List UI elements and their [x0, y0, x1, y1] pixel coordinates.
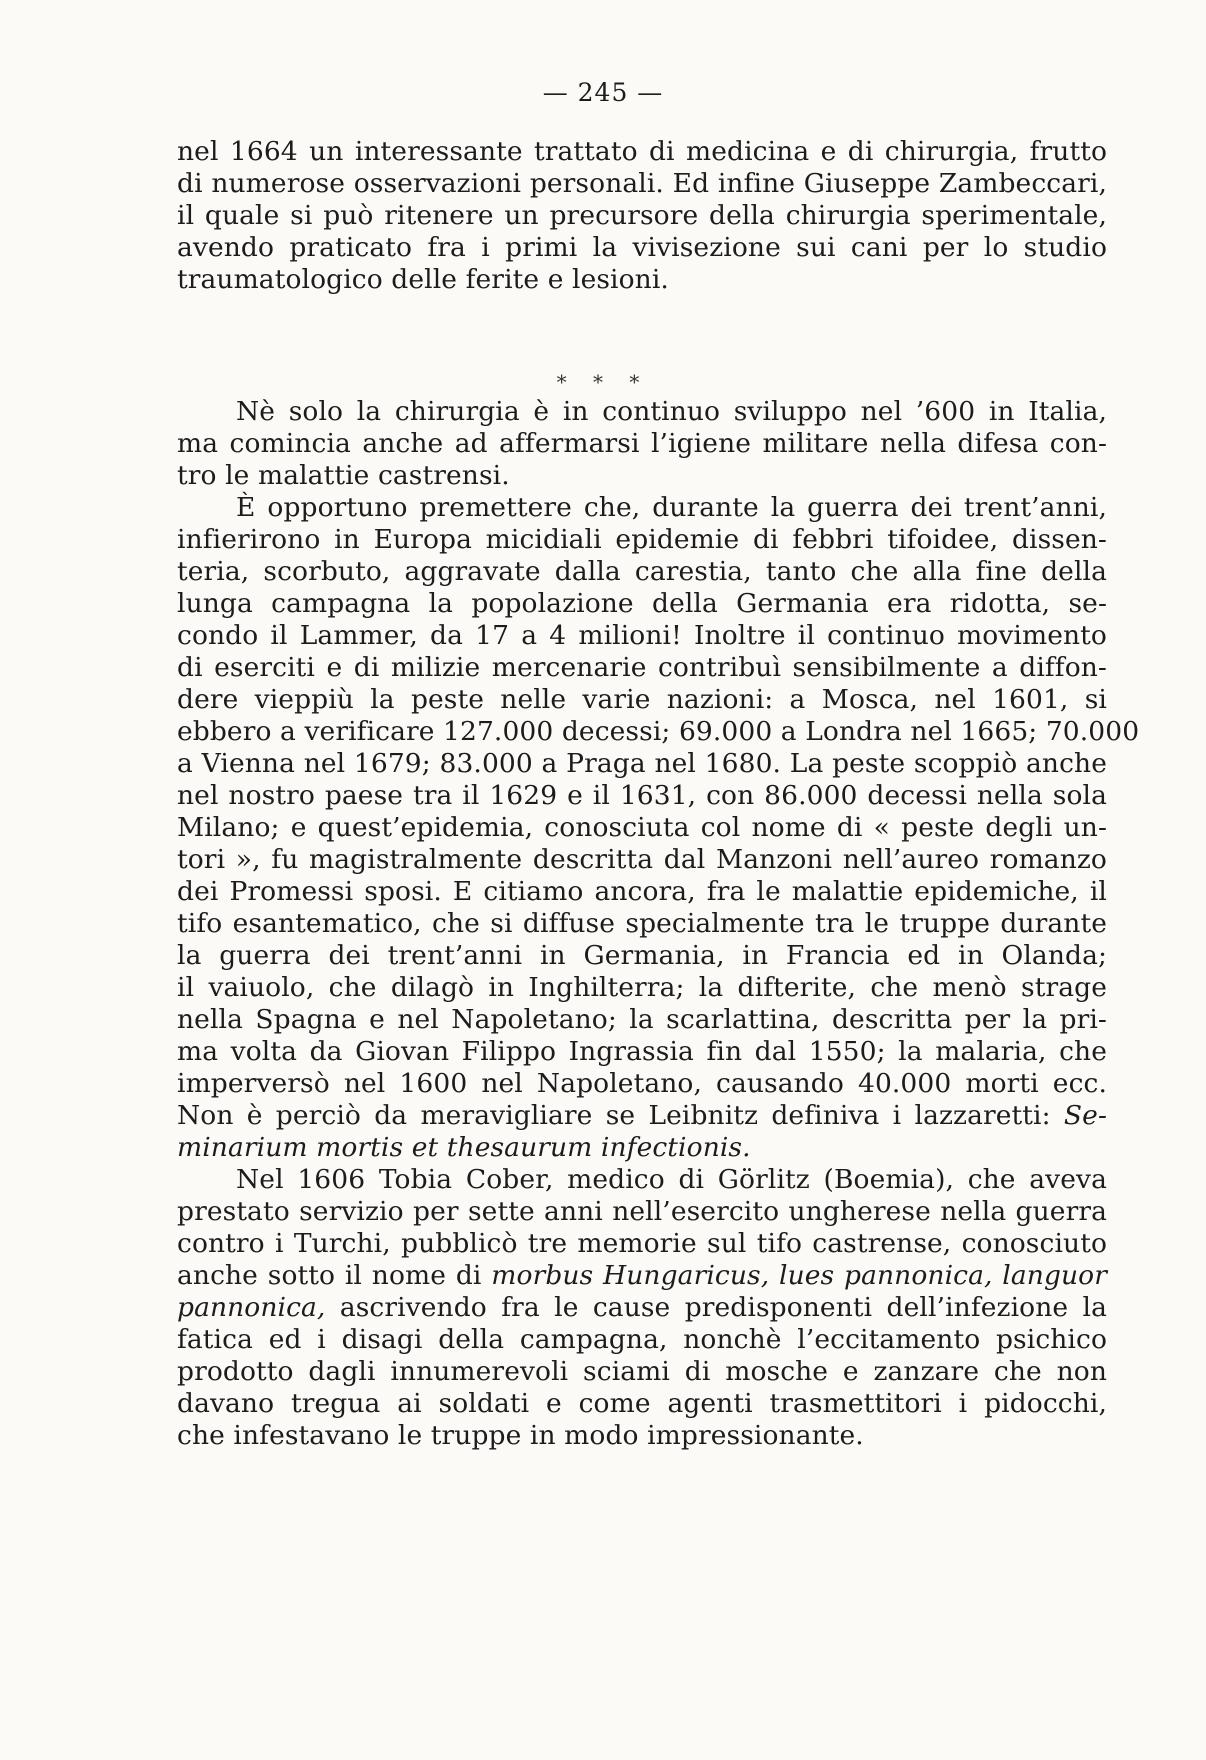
text-line: [177, 781, 1107, 811]
text-line: [177, 685, 1107, 715]
text-segment: Milano; e quest’epidemia, conosciuta col nome di « peste degli un-: [177, 812, 1107, 843]
text-line: [177, 233, 1107, 263]
text-segment: prestato servizio per sette anni nell’esercito ungherese nella guerra: [177, 1196, 1107, 1227]
text-line: [177, 845, 1107, 875]
text-line: [177, 169, 1107, 199]
text-segment: la guerra dei trent’anni in Germania, in Francia ed in Olanda;: [177, 940, 1107, 971]
text-line: [177, 589, 1107, 619]
section-separator: * * *: [556, 370, 650, 394]
text-line: [177, 1133, 1107, 1163]
text-line: [177, 1069, 1107, 1099]
text-line: [236, 1165, 1107, 1195]
text-line: [236, 397, 1107, 427]
text-segment: nel nostro paese tra il 1629 e il 1631, con 86.000 decessi nella sola: [177, 780, 1107, 811]
text-segment: lunga campagna la popolazione della Germania era ridotta, se-: [177, 588, 1107, 619]
text-line: [177, 621, 1107, 651]
text-segment: infierirono in Europa micidiali epidemie di febbri tifoidee, dissen-: [177, 524, 1107, 555]
text-line: [177, 1229, 1107, 1259]
italic-text: minarium mortis et thesaurum infectionis.: [177, 1132, 751, 1163]
text-segment: di eserciti e di milizie mercenarie contribuì sensibilmente a diffon-: [177, 652, 1107, 683]
text-segment: tro le malattie castrensi.: [177, 460, 510, 491]
text-line: [177, 137, 1107, 167]
text-segment: È opportuno premettere che, durante la guerra dei trent’anni,: [236, 492, 1107, 523]
italic-text: pannonica,: [177, 1292, 326, 1323]
text-line: [236, 493, 1107, 523]
text-segment: nella Spagna e nel Napoletano; la scarlattina, descritta per la pri-: [177, 1004, 1107, 1035]
text-line: [177, 1357, 1107, 1387]
text-line: [177, 813, 1107, 843]
text-segment: ma comincia anche ad affermarsi l’igiene militare nella difesa con-: [177, 428, 1107, 459]
text-segment: tori », fu magistralmente descritta dal Manzoni nell’aureo romanzo: [177, 844, 1107, 875]
text-segment: teria, scorbuto, aggravate dalla carestia, tanto che alla fine della: [177, 556, 1107, 587]
italic-text: morbus Hungaricus, lues pannonica, languor: [491, 1260, 1108, 1291]
text-segment: Nel 1606 Tobia Cober, medico di Görlitz (Boemia), che aveva: [236, 1164, 1107, 1195]
text-segment: anche sotto il nome di: [177, 1260, 492, 1291]
text-segment: traumatologico delle ferite e lesioni.: [177, 264, 669, 295]
text-segment: che infestavano le truppe in modo impressionante.: [177, 1420, 864, 1451]
text-line: [177, 973, 1107, 1003]
text-line: [177, 1261, 1107, 1291]
text-segment: ebbero a verificare 127.000 decessi; 69.000 a Londra nel 1665; 70.000: [177, 716, 1140, 747]
text-segment: il quale si può ritenere un precursore della chirurgia sperimentale,: [177, 200, 1107, 231]
text-line: [177, 461, 1107, 491]
text-segment: ascrivendo fra le cause predisponenti dell’infezione la: [325, 1292, 1107, 1323]
text-segment: fatica ed i disagi della campagna, nonchè l’eccitamento psichico: [177, 1324, 1107, 1355]
text-segment: di numerose osservazioni personali. Ed infine Giuseppe Zambeccari,: [177, 168, 1107, 199]
text-line: [177, 749, 1107, 779]
text-line: [177, 941, 1107, 971]
text-line: [177, 1005, 1107, 1035]
text-line: [177, 653, 1107, 683]
text-segment: a Vienna nel 1679; 83.000 a Praga nel 1680. La peste scoppiò anche: [177, 748, 1107, 779]
text-line: [177, 265, 1107, 295]
text-segment: dei Promessi sposi. E citiamo ancora, fra le malattie epidemiche, il: [177, 876, 1107, 907]
text-line: [177, 1389, 1107, 1419]
text-segment: tifo esantematico, che si diffuse specialmente tra le truppe durante: [177, 908, 1107, 939]
text-segment: dere vieppiù la peste nelle varie nazioni: a Mosca, nel 1601, si: [177, 684, 1107, 715]
italic-text: Se-: [1063, 1100, 1107, 1131]
text-segment: condo il Lammer, da 17 a 4 milioni! Inoltre il continuo movimento: [177, 620, 1107, 651]
text-segment: contro i Turchi, pubblicò tre memorie sul tifo castrense, conosciuto: [177, 1228, 1107, 1259]
text-segment: Nè solo la chirurgia è in continuo sviluppo nel ’600 in Italia,: [236, 396, 1107, 427]
text-line: [177, 716, 1140, 747]
page-number: — 245 —: [542, 78, 664, 107]
text-line: [177, 1421, 1107, 1451]
text-line: [177, 877, 1107, 907]
text-line: [177, 909, 1107, 939]
text-segment: Non è perciò da meravigliare se Leibnitz definiva i lazzaretti:: [177, 1100, 1064, 1131]
text-line: [177, 201, 1107, 231]
text-line: [177, 525, 1107, 555]
text-segment: davano tregua ai soldati e come agenti trasmettitori i pidocchi,: [177, 1388, 1107, 1419]
text-line: [177, 557, 1107, 587]
text-segment: avendo praticato fra i primi la vivisezione sui cani per lo studio: [177, 232, 1107, 263]
text-segment: il vaiuolo, che dilagò in Inghilterra; la difterite, che menò strage: [177, 972, 1107, 1003]
text-line: [177, 1101, 1107, 1131]
text-segment: prodotto dagli innumerevoli sciami di mosche e zanzare che non: [177, 1356, 1107, 1387]
text-segment: nel 1664 un interessante trattato di medicina e di chirurgia, frutto: [177, 136, 1107, 167]
text-segment: imperversò nel 1600 nel Napoletano, causando 40.000 morti ecc.: [177, 1068, 1107, 1099]
text-line: [177, 1037, 1107, 1067]
text-line: [177, 1293, 1107, 1323]
text-line: [177, 429, 1107, 459]
text-line: [177, 1325, 1107, 1355]
text-segment: ma volta da Giovan Filippo Ingrassia fin dal 1550; la malaria, che: [177, 1036, 1107, 1067]
text-line: [177, 1197, 1107, 1227]
